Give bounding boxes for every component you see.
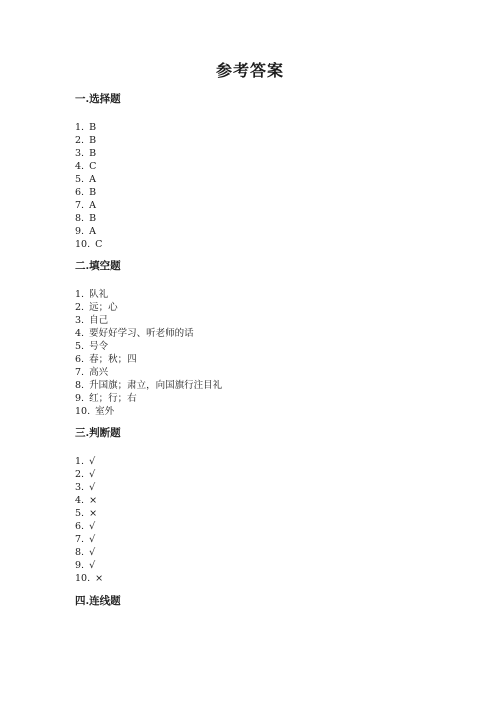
answer-text: √ xyxy=(89,560,96,571)
answer-number: 7. xyxy=(75,200,88,211)
answer-text: 高兴 xyxy=(89,367,109,378)
answer-text: B xyxy=(89,148,97,159)
answer-item xyxy=(75,160,121,173)
answer-text: × xyxy=(89,508,98,519)
answer-text: C xyxy=(89,161,97,172)
answer-text: B xyxy=(89,135,97,146)
answer-list xyxy=(75,288,222,418)
answer-item xyxy=(75,225,121,238)
answer-number: 5. xyxy=(75,341,88,352)
answer-number: 2. xyxy=(75,302,88,313)
answer-item xyxy=(75,340,222,353)
answer-number: 6. xyxy=(75,354,88,365)
answer-text: × xyxy=(89,495,98,506)
answer-item xyxy=(75,366,222,379)
answer-number: 1. xyxy=(75,289,88,300)
answer-number: 6. xyxy=(75,187,88,198)
answer-text: √ xyxy=(89,547,96,558)
section-multiple-choice xyxy=(75,92,121,251)
answer-number: 8. xyxy=(75,380,88,391)
answer-text: A xyxy=(89,200,96,211)
answer-item xyxy=(75,468,121,481)
answer-number: 7. xyxy=(75,534,88,545)
answer-number: 3. xyxy=(75,315,88,326)
answer-text: 队礼 xyxy=(89,289,109,300)
answer-text: √ xyxy=(89,469,96,480)
answer-number: 3. xyxy=(75,148,88,159)
answer-number: 2. xyxy=(75,469,88,480)
answer-number: 4. xyxy=(75,161,88,172)
answer-item xyxy=(75,405,222,418)
answer-item xyxy=(75,238,121,251)
answer-item xyxy=(75,147,121,160)
answer-item xyxy=(75,481,121,494)
answer-text: 红；行；右 xyxy=(89,393,137,404)
section-heading: 一.选择题 xyxy=(75,93,121,105)
answer-item xyxy=(75,353,222,366)
answer-item xyxy=(75,134,121,147)
answer-text: 升国旗；肃立，向国旗行注目礼 xyxy=(89,380,223,391)
answer-item xyxy=(75,546,121,559)
answer-item xyxy=(75,314,222,327)
answer-text: B xyxy=(89,213,97,224)
answer-item xyxy=(75,520,121,533)
answer-number: 5. xyxy=(75,174,88,185)
answer-item xyxy=(75,455,121,468)
answer-number: 10. xyxy=(75,239,94,250)
answer-number: 9. xyxy=(75,226,88,237)
section-heading: 二.填空题 xyxy=(75,260,121,272)
answer-item xyxy=(75,533,121,546)
answer-text: √ xyxy=(89,521,96,532)
section-heading: 四.连线题 xyxy=(75,595,121,607)
answer-item xyxy=(75,173,121,186)
answer-number: 1. xyxy=(75,122,88,133)
answer-text: 远；心 xyxy=(89,302,118,313)
answer-item xyxy=(75,212,121,225)
answer-text: 自己 xyxy=(89,315,109,326)
answer-number: 8. xyxy=(75,547,88,558)
answer-text: √ xyxy=(89,534,96,545)
answer-text: B xyxy=(89,187,97,198)
answer-number: 4. xyxy=(75,328,88,339)
answer-number: 3. xyxy=(75,482,88,493)
answer-text: √ xyxy=(89,456,96,467)
answer-list xyxy=(75,121,121,251)
answer-item xyxy=(75,327,222,340)
answer-number: 10. xyxy=(75,573,94,584)
answer-item xyxy=(75,121,121,134)
answer-number: 1. xyxy=(75,456,88,467)
answer-item xyxy=(75,572,121,585)
answer-number: 4. xyxy=(75,495,88,506)
answer-number: 9. xyxy=(75,560,88,571)
answer-item xyxy=(75,494,121,507)
section-heading: 三.判断题 xyxy=(75,427,121,439)
answer-item xyxy=(75,199,121,212)
answer-item xyxy=(75,379,222,392)
answer-number: 7. xyxy=(75,367,88,378)
answer-text: A xyxy=(89,174,96,185)
answer-item xyxy=(75,507,121,520)
answer-text: C xyxy=(95,239,103,250)
answer-text: A xyxy=(89,226,96,237)
answer-text: 号令 xyxy=(89,341,109,352)
answer-number: 9. xyxy=(75,393,88,404)
section-matching xyxy=(75,594,121,608)
section-fill-in-blank xyxy=(75,259,222,418)
section-true-false xyxy=(75,426,121,585)
answer-text: √ xyxy=(89,482,96,493)
answer-number: 6. xyxy=(75,521,88,532)
answer-text: 春；秋；四 xyxy=(89,354,137,365)
page-title: 参考答案 xyxy=(215,61,284,80)
answer-number: 2. xyxy=(75,135,88,146)
answer-number: 10. xyxy=(75,406,94,417)
answer-item xyxy=(75,301,222,314)
answer-item xyxy=(75,186,121,199)
answer-number: 8. xyxy=(75,213,88,224)
answer-text: B xyxy=(89,122,97,133)
answer-item xyxy=(75,288,222,301)
answer-list xyxy=(75,455,121,585)
answer-text: 室外 xyxy=(95,406,115,417)
answer-number: 5. xyxy=(75,508,88,519)
answer-text: × xyxy=(95,573,104,584)
answer-item xyxy=(75,392,222,405)
answer-item xyxy=(75,559,121,572)
answer-text: 要好好学习、听老师的话 xyxy=(89,328,194,339)
